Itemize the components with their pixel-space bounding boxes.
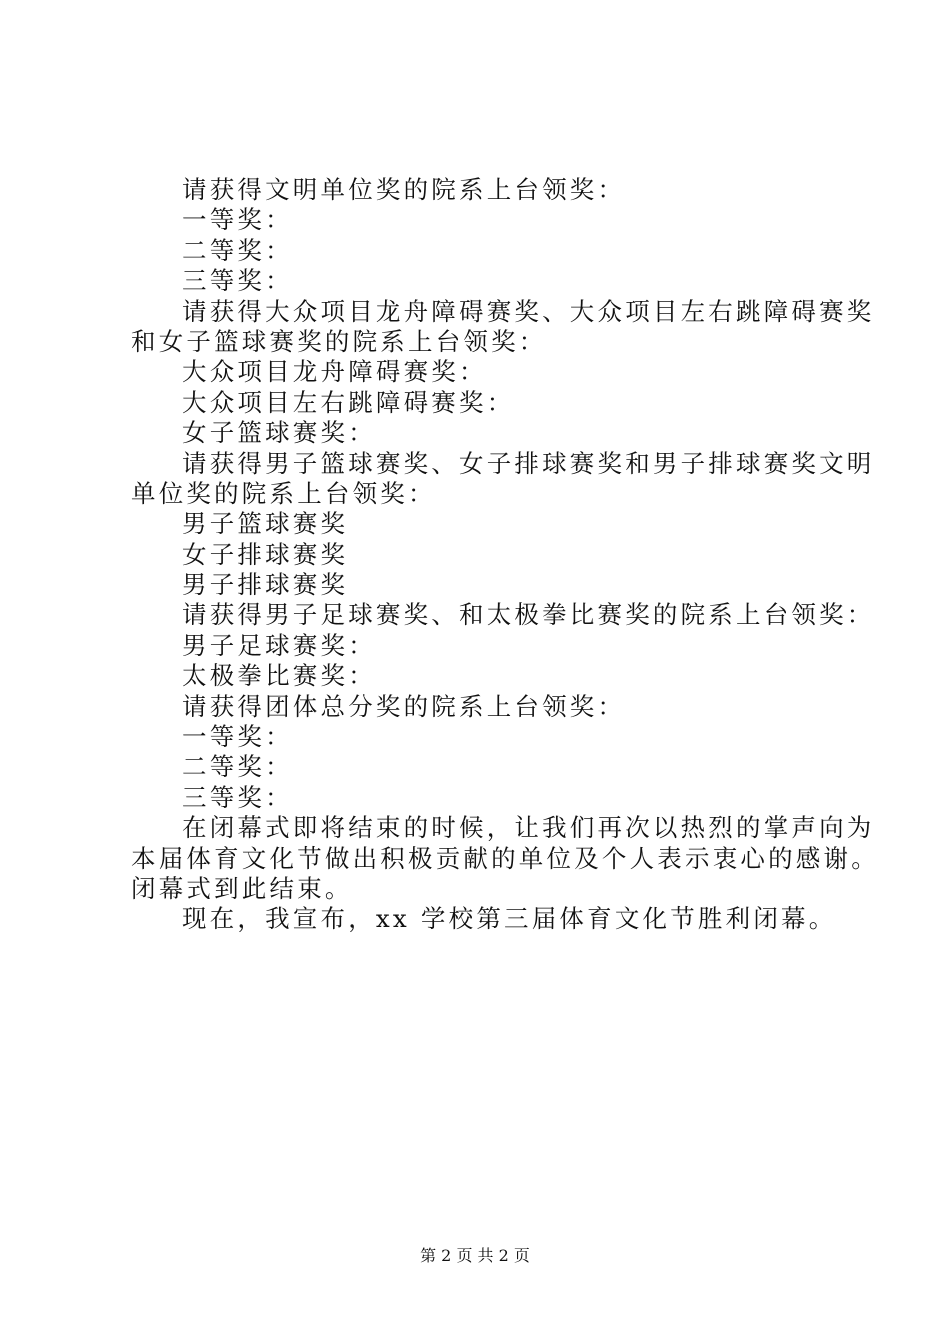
document-body — [131, 175, 879, 935]
paragraph-line: 在闭幕式即将结束的时候，让我们再次以热烈的掌声向为 — [182, 813, 875, 843]
paragraph-line: 男子篮球赛奖 — [182, 509, 349, 539]
paragraph-line: 二等奖： — [182, 752, 293, 782]
paragraph-line: 女子篮球赛奖： — [182, 418, 376, 448]
paragraph-line: 请获得文明单位奖的院系上台领奖： — [182, 175, 626, 204]
paragraph-line: 男子排球赛奖 — [182, 570, 349, 600]
paragraph-line: 女子排球赛奖 — [182, 539, 349, 569]
paragraph-line: 男子足球赛奖： — [182, 630, 376, 660]
page-number-footer: 第 2 页 共 2 页 — [420, 1246, 530, 1265]
paragraph-line: 请获得大众项目龙舟障碍赛奖、大众项目左右跳障碍赛奖 — [182, 296, 875, 326]
paragraph-line: 一等奖： — [182, 722, 293, 752]
paragraph-line: 请获得团体总分奖的院系上台领奖： — [182, 691, 626, 721]
paragraph-line: 单位奖的院系上台领奖： — [131, 478, 436, 508]
paragraph-line: 二等奖： — [182, 235, 293, 265]
paragraph-line: 三等奖： — [182, 266, 293, 296]
paragraph-line: 现在，我宣布，xx 学校第三届体育文化节胜利闭幕。 — [182, 904, 837, 934]
paragraph-line: 请获得男子足球赛奖、和太极拳比赛奖的院系上台领奖： — [182, 600, 875, 630]
paragraph-line: 大众项目龙舟障碍赛奖： — [182, 357, 487, 387]
paragraph-line: 一等奖： — [182, 205, 293, 235]
paragraph-line: 太极拳比赛奖： — [182, 661, 376, 691]
paragraph-line: 和女子篮球赛奖的院系上台领奖： — [131, 326, 547, 356]
paragraph-line: 本届体育文化节做出积极贡献的单位及个人表示衷心的感谢。 — [131, 843, 879, 873]
paragraph-line: 三等奖： — [182, 782, 293, 812]
paragraph-line: 请获得男子篮球赛奖、女子排球赛奖和男子排球赛奖文明 — [182, 448, 875, 478]
paragraph-line: 闭幕式到此结束。 — [131, 873, 353, 903]
paragraph-line: 大众项目左右跳障碍赛奖： — [182, 387, 515, 417]
